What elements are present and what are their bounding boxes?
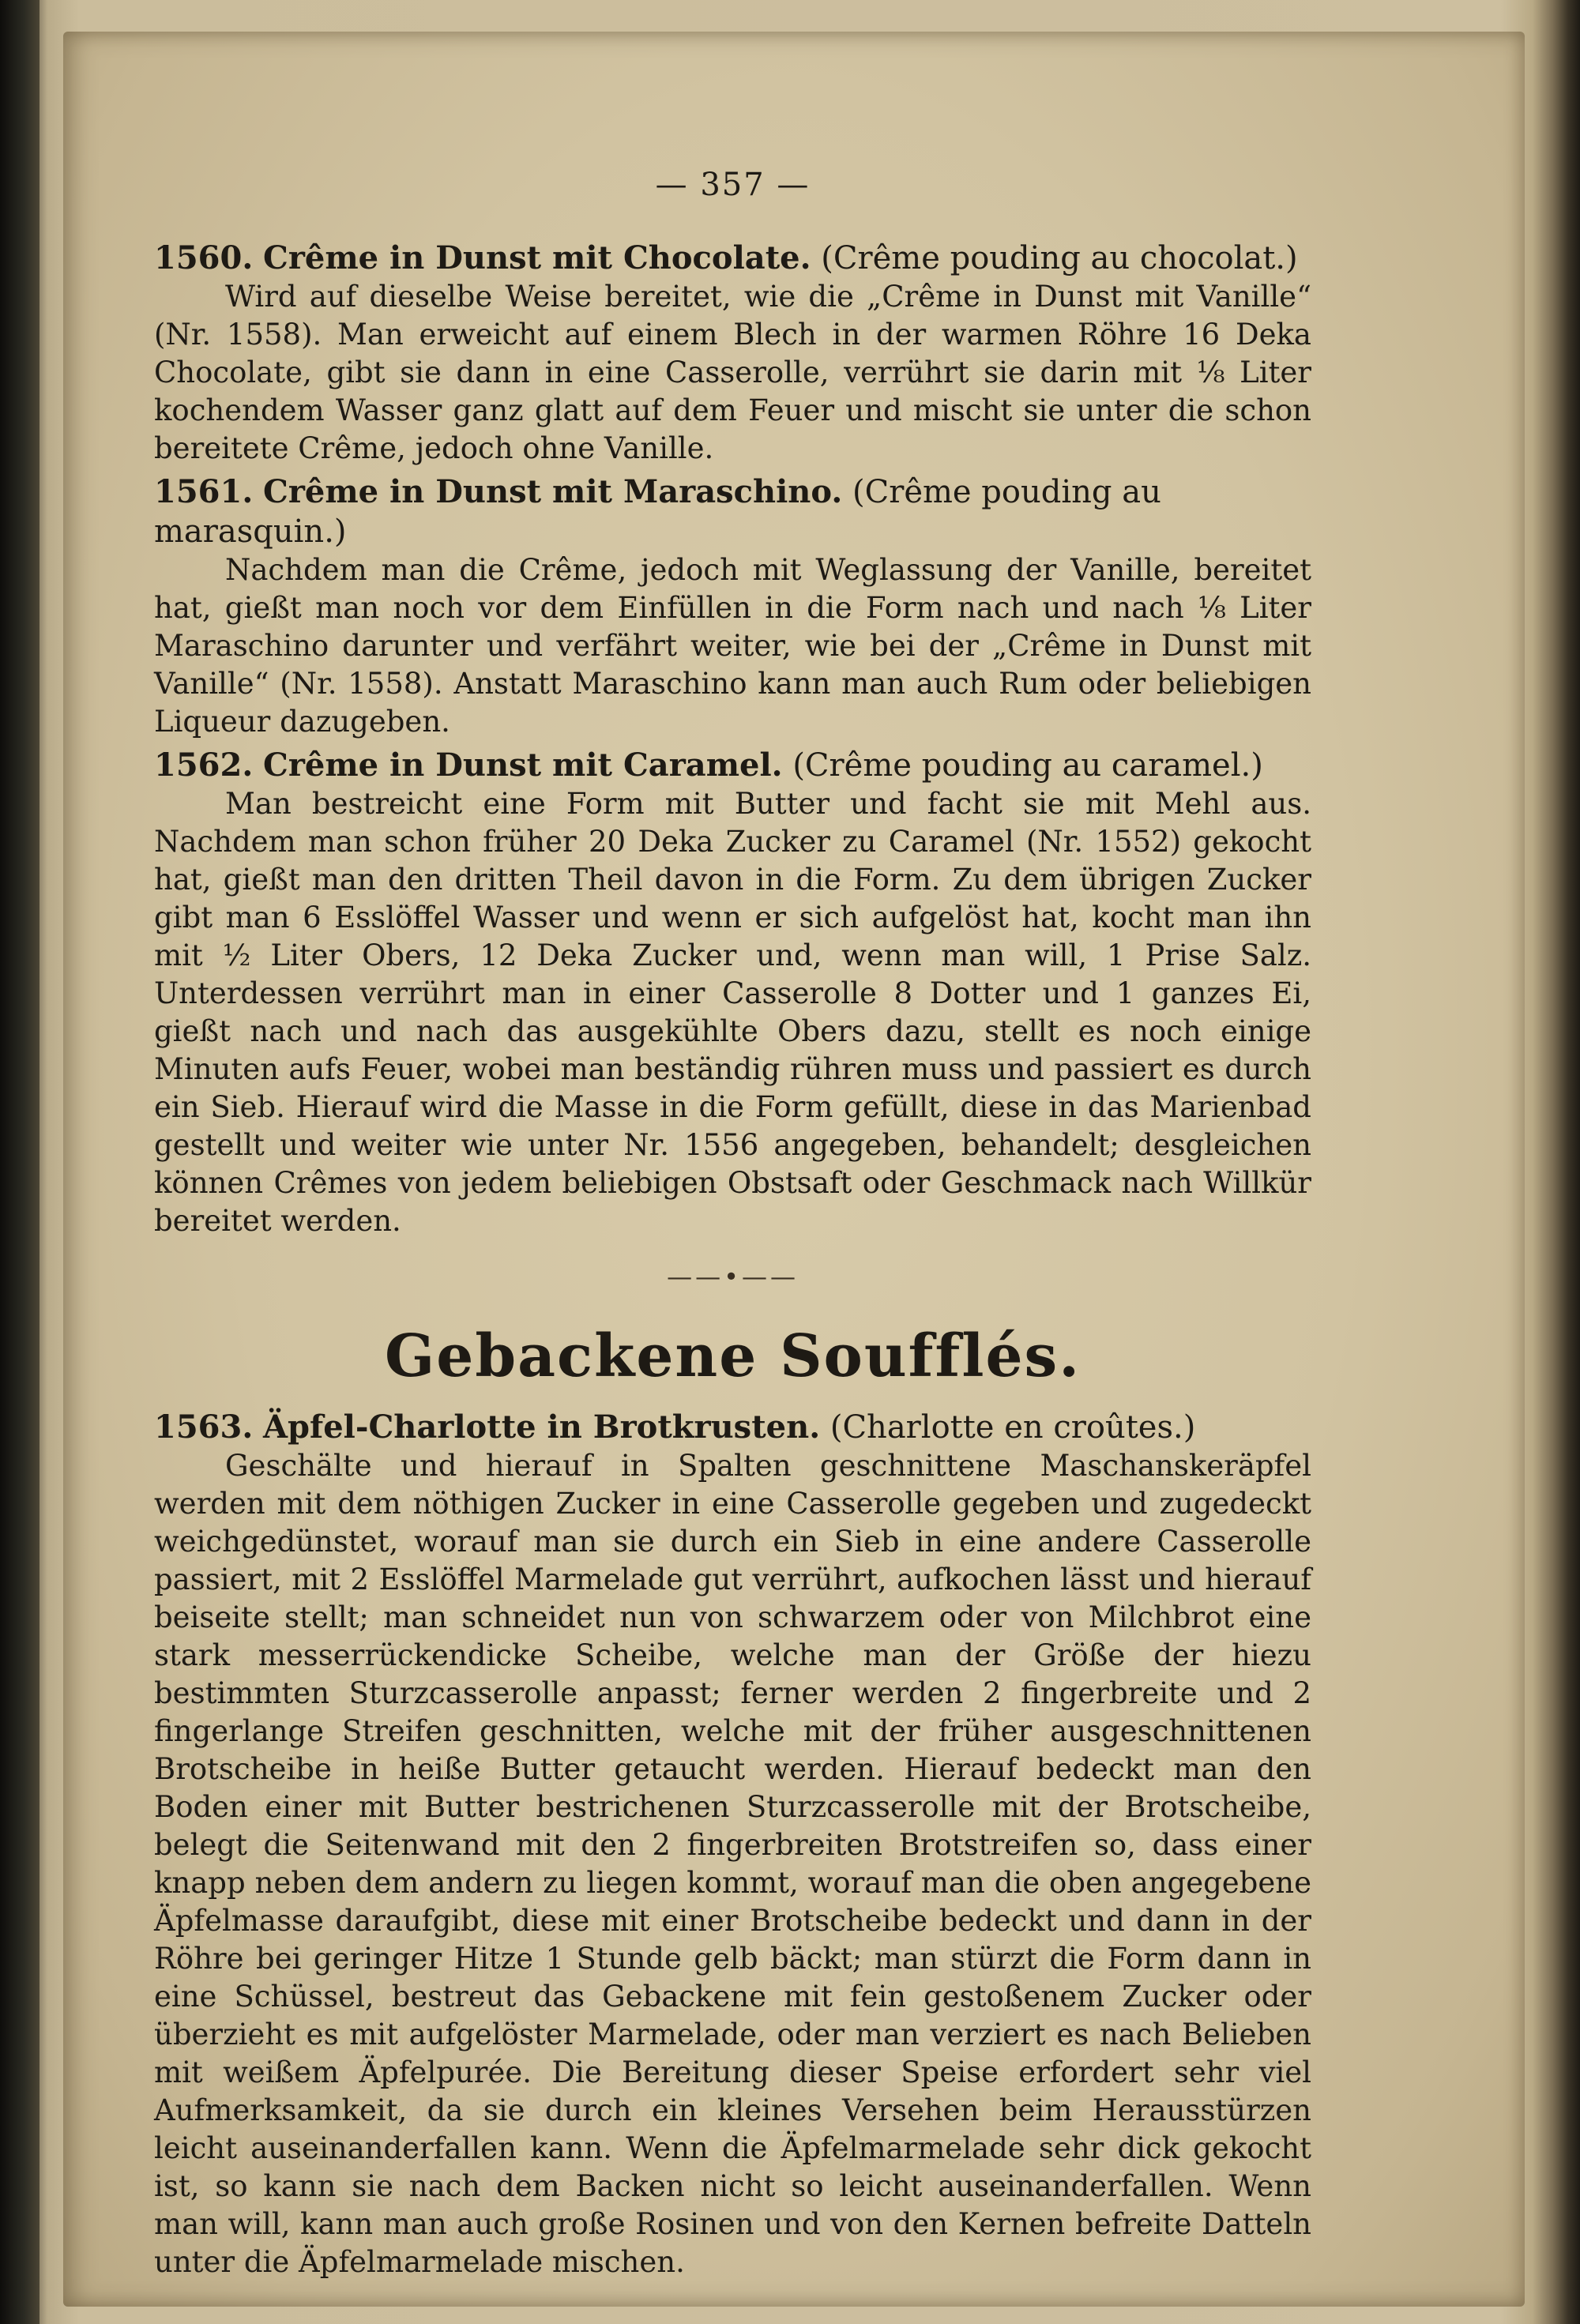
recipe-title: Crême in Dunst mit Chocolate. <box>262 239 811 276</box>
recipe-1562 <box>154 746 1311 1240</box>
recipe-number: 1560. <box>154 239 254 276</box>
recipe-body: Nachdem man die Crême, jedoch mit Weglassung der Vanille, bereitet hat, gießt man noch vor dem Einfüllen in die Form nach und nach ⅛ Liter Maraschino darunter und verfährt weiter, wie bei der „Crême in Dunst mit Vanille“ (Nr. 1558). Anstatt Maraschino kann man auch Rum oder beliebigen Liqueur dazugeben. <box>154 553 1311 739</box>
recipe-heading <box>154 472 1311 551</box>
recipe-number: 1562. <box>154 746 254 784</box>
page-text-column <box>154 166 1311 2281</box>
recipe-heading <box>154 239 1311 278</box>
page-number: — 357 — <box>655 167 811 203</box>
recipe-body: Wird auf dieselbe Weise bereitet, wie die „Crême in Dunst mit Vanille“ (Nr. 1558). Man erweicht auf einem Blech in der warmen Röhre 16 Deka Chocolate, gibt sie dann in eine Casserolle, verrührt sie darin mit ⅛ Liter kochendem Wasser ganz glatt auf dem Feuer und mischt sie unter die schon bereitete Crême, jedoch ohne Vanille. <box>154 280 1311 465</box>
recipe-french-title: (Crême pouding au caramel.) <box>792 747 1263 784</box>
recipe-body: Man bestreicht eine Form mit Butter und facht sie mit Mehl aus. Nachdem man schon früher 20 Deka Zucker zu Caramel (Nr. 1552) gekocht hat, gießt man den dritten Theil davon in die Form. Zu dem übrigen Zucker gibt man 6 Esslöffel Wasser und wenn er sich aufgelöst hat, kocht man ihn mit ½ Liter Obers, 12 Deka Zucker und, wenn man will, 1 Prise Salz. Unterdessen verrührt man in einer Casserolle 8 Dotter und 1 ganzes Ei, gießt nach und nach das ausgekühlte Obers dazu, stellt es noch einige Minuten aufs Feuer, wobei man beständig rühren muss und passiert es durch ein Sieb. Hierauf wird die Masse in die Form gefüllt, diese in das Marienbad gestellt und weiter wie unter Nr. 1556 angegeben, behandelt; desgleichen können Crêmes von jedem beliebigen Obstsaft oder Geschmack nach Willkür bereitet werden. <box>154 787 1311 1238</box>
recipe-1561 <box>154 472 1311 741</box>
recipe-1560 <box>154 239 1311 468</box>
book-spine <box>0 0 40 2324</box>
recipe-title: Äpfel-Charlotte in Brotkrusten. <box>262 1408 821 1446</box>
recipe-1563 <box>154 1408 1311 2281</box>
recipe-french-title: (Charlotte en croûtes.) <box>830 1409 1196 1446</box>
recipe-body: Geschälte und hierauf in Spalten geschnittene Maschanskeräpfel werden mit dem nöthigen Zucker in eine Casserolle gegeben und zugedeckt weichgedünstet, worauf man sie durch ein Sieb in eine andere Casserolle passiert, mit 2 Esslöffel Marmelade gut verrührt, aufkochen lässt und hierauf beiseite stellt; man schneidet nun von schwarzem oder von Milchbrot eine stark messerrückendicke Scheibe, welche man der Größe der hiezu bestimmten Sturzcasserolle anpasst; ferner werden 2 fingerbreite und 2 fingerlange Streifen geschnitten, welche mit der früher ausgeschnittenen Brotscheibe in heiße Butter getaucht werden. Hierauf bedeckt man den Boden einer mit Butter bestrichenen Sturzcasserolle mit der Brotscheibe, belegt die Seitenwand mit den 2 fingerbreiten Brotstreifen so, dass einer knapp neben dem andern zu liegen kommt, worauf man die oben angegebene Äpfelmasse daraufgibt, diese mit einer Brotscheibe bedeckt und dann in der Röhre bei geringer Hitze 1 Stunde gelb bäckt; man stürzt die Form dann in eine Schüssel, bestreut das Gebackene mit fein gestoßenem Zucker oder überzieht es mit aufgelöster Marmelade, oder man verziert es nach Belieben mit weißem Äpfelpurée. Die Bereitung dieser Speise erfordert sehr viel Aufmerksamkeit, da sie durch ein kleines Versehen beim Herausstürzen leicht auseinanderfallen kann. Wenn die Äpfelmarmelade sehr dick gekocht ist, so kann sie nach dem Backen nicht so leicht auseinanderfallen. Wenn man will, kann man auch große Rosinen und von den Kernen befreite Datteln unter die Äpfelmarmelade mischen. <box>154 1449 1311 2279</box>
section-title: Gebackene Soufflés. <box>385 1322 1081 1390</box>
recipe-french-title: (Crême pouding au chocolat.) <box>821 240 1298 276</box>
recipe-number: 1561. <box>154 473 254 510</box>
recipe-number: 1563. <box>154 1408 254 1446</box>
recipe-heading <box>154 1408 1311 1447</box>
recipe-title: Crême in Dunst mit Maraschino. <box>262 473 843 510</box>
recipe-french-title: (Crême pouding au marasquin.) <box>154 474 1161 550</box>
recipe-title: Crême in Dunst mit Caramel. <box>262 746 783 784</box>
section-divider-ornament: ——•—— <box>667 1262 799 1292</box>
recipe-heading <box>154 746 1311 785</box>
